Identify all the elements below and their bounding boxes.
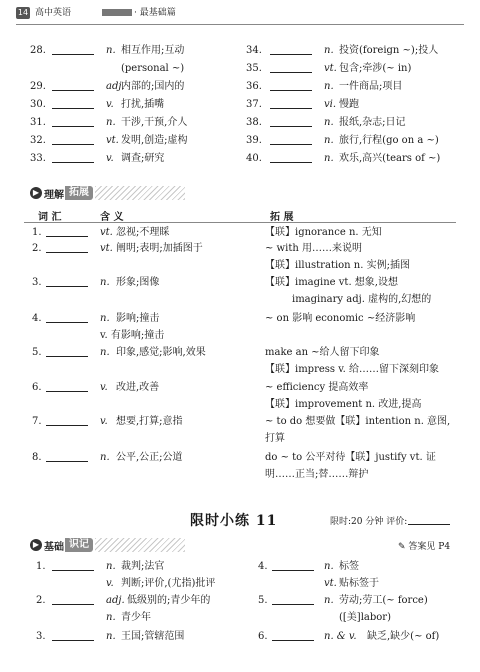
meaning-text: 欢乐,高兴(tears of ~) [339, 153, 441, 164]
item-number: 1. [36, 561, 46, 572]
extend-text: 【联】impress v. 给……留下深刻印象 [265, 364, 440, 375]
practice-title: 限时小练 11 [190, 513, 278, 529]
item-number: 1. [32, 227, 42, 238]
extend-text: ~ to do 想要做【联】intention n. 意图, [265, 416, 451, 427]
section-tab-label: 理解 [44, 189, 64, 201]
meaning-text: 调查;研究 [121, 153, 165, 164]
part-of-speech: n. [106, 117, 116, 128]
item-number: 7. [32, 416, 42, 427]
part-of-speech: n. [106, 45, 116, 56]
tab-decoration [95, 186, 185, 200]
meaning-text: 青少年 [121, 612, 151, 623]
answer-blank[interactable] [46, 236, 88, 237]
meaning-text: 公平,公正;公道 [116, 452, 183, 463]
answer-blank[interactable] [270, 126, 312, 127]
series-name: · 最基础篇 [134, 8, 176, 18]
answer-blank[interactable] [46, 356, 88, 357]
item-number: 36. [246, 81, 262, 92]
meaning-text: ([美]labor) [339, 612, 391, 623]
answer-blank[interactable] [272, 640, 314, 641]
item-number: 40. [246, 153, 262, 164]
part-of-speech: n. [324, 561, 334, 572]
item-number: 8. [32, 452, 42, 463]
part-of-speech: n. [100, 313, 110, 324]
item-number: 4. [32, 313, 42, 324]
answer-blank[interactable] [52, 640, 94, 641]
column-header-meaning: 含 义 [100, 212, 124, 223]
part-of-speech: vi. [324, 99, 337, 110]
page-number: 14 [17, 8, 29, 17]
item-number: 39. [246, 135, 262, 146]
extend-text: ~ on 影响 economic ~经济影响 [265, 313, 416, 324]
pencil-icon: ✎ [398, 542, 406, 552]
answer-blank[interactable] [270, 162, 312, 163]
item-number: 29. [30, 81, 46, 92]
extend-text: make an ~给人留下印象 [265, 347, 380, 358]
meaning-text: 影响;撞击 [116, 313, 160, 324]
meaning-text: 包含;牵涉(~ in) [339, 63, 412, 74]
meaning-text: v. 有影响;撞击 [100, 330, 165, 341]
meaning-text: 王国;管辖范围 [121, 631, 185, 642]
section-tab-understand-extend [30, 185, 185, 201]
evaluation-blank[interactable] [408, 524, 450, 525]
answer-blank[interactable] [270, 108, 312, 109]
part-of-speech: n. [106, 561, 116, 572]
part-of-speech: n. [324, 81, 334, 92]
answer-reference [398, 539, 450, 552]
answer-blank[interactable] [46, 322, 88, 323]
meaning-text: 干涉,干预,介人 [121, 117, 188, 128]
column-header-vocab: 词 汇 [38, 212, 62, 223]
arrow-icon: ▶ [30, 187, 42, 199]
answer-blank[interactable] [52, 108, 94, 109]
meaning-text: 贴标签于 [339, 578, 379, 589]
item-number: 4. [258, 561, 268, 572]
item-number: 3. [32, 277, 42, 288]
part-of-speech: v. [106, 578, 114, 589]
part-of-speech: vt. [106, 135, 119, 146]
part-of-speech: n. [106, 631, 116, 642]
extend-text: imaginary adj. 虚构的,幻想的 [292, 294, 432, 305]
answer-blank[interactable] [46, 252, 88, 253]
answer-blank[interactable] [46, 461, 88, 462]
part-of-speech: n. [100, 347, 110, 358]
meaning-text: (personal ~) [121, 63, 185, 74]
meaning-text: 裁判;法官 [121, 561, 165, 572]
answer-blank[interactable] [52, 144, 94, 145]
meaning-text: 标签 [339, 561, 359, 572]
item-number: 37. [246, 99, 262, 110]
meaning-text: 报纸,杂志;日记 [339, 117, 406, 128]
section-tab-label-light: 识记 [65, 538, 93, 552]
meaning-text: 判断;评价,(尤指)批评 [121, 578, 216, 589]
answer-blank[interactable] [270, 72, 312, 73]
answer-blank[interactable] [46, 286, 88, 287]
part-of-speech: vt. [100, 227, 113, 238]
table-header-divider [24, 222, 456, 223]
extend-text: ~ with 用……来说明 [265, 243, 362, 254]
extend-text: 打算 [265, 433, 285, 444]
item-number: 33. [30, 153, 46, 164]
meaning-text: 打扰,插嘴 [121, 99, 165, 110]
meaning-text: 改进,改善 [116, 382, 160, 393]
answer-blank[interactable] [52, 54, 94, 55]
item-number: 32. [30, 135, 46, 146]
section-tab-label-light: 拓展 [65, 186, 93, 200]
answer-blank[interactable] [272, 570, 314, 571]
meaning-text: 忽视;不理睬 [116, 227, 170, 238]
part-of-speech: n. [324, 153, 334, 164]
answer-blank[interactable] [270, 90, 312, 91]
item-number: 2. [32, 243, 42, 254]
meaning-text: 阐明;表明;加插图于 [116, 243, 203, 254]
part-of-speech: n. [324, 135, 334, 146]
arrow-icon: ▶ [30, 539, 42, 551]
item-number: 38. [246, 117, 262, 128]
practice-meta: 限时:20 分钟 评价: [330, 517, 408, 527]
meaning-text: 旅行,行程(go on a ~) [339, 135, 439, 146]
column-header-extend: 拓 展 [270, 212, 294, 223]
extend-text: 明……正当;替……辩护 [265, 469, 369, 480]
part-of-speech: n. [106, 612, 116, 623]
answer-blank[interactable] [52, 162, 94, 163]
section-tab-basic-memorize [30, 537, 185, 553]
meaning-text: 形象;图像 [116, 277, 160, 288]
item-number: 2. [36, 595, 46, 606]
answer-blank[interactable] [272, 604, 314, 605]
header-divider [16, 24, 464, 25]
answer-blank[interactable] [270, 144, 312, 145]
answer-blank[interactable] [52, 126, 94, 127]
part-of-speech: v. [106, 99, 114, 110]
item-number: 35. [246, 63, 262, 74]
meaning-text: 相互作用;互动 [121, 45, 185, 56]
item-number: 28. [30, 45, 46, 56]
part-of-speech: v. [100, 416, 108, 427]
item-number: 5. [32, 347, 42, 358]
answer-blank[interactable] [52, 570, 94, 571]
item-number: 3. [36, 631, 46, 642]
meaning-text: 慢跑 [339, 99, 359, 110]
part-of-speech: vt. [324, 578, 337, 589]
extend-text: ~ efficiency 提高效率 [265, 382, 369, 393]
extend-text: 【联】imagine vt. 想象,设想 [265, 277, 398, 288]
part-of-speech: v. [100, 382, 108, 393]
answer-blank[interactable] [52, 604, 94, 605]
meaning-text: 发明,创造;虚构 [121, 135, 188, 146]
part-of-speech: n. & v. [324, 631, 357, 642]
part-of-speech: adj. [106, 81, 125, 92]
item-number: 30. [30, 99, 46, 110]
part-of-speech: v. [106, 153, 114, 164]
part-of-speech: adj. [106, 595, 125, 606]
answer-reference-text: 答案见 P4 [408, 542, 451, 552]
meaning-text: 投资(foreign ~);投人 [339, 45, 439, 56]
item-number: 31. [30, 117, 46, 128]
tab-decoration [95, 538, 185, 552]
extend-text: 【联】illustration n. 实例;插图 [265, 260, 410, 271]
meaning-text: 内部的;国内的 [121, 81, 185, 92]
part-of-speech: vt. [324, 63, 337, 74]
meaning-text: 低级别的;青少年的 [127, 595, 211, 606]
part-of-speech: n. [324, 45, 334, 56]
section-tab-label: 基础 [44, 541, 64, 553]
meaning-text: 劳动;劳工(~ force) [339, 595, 428, 606]
extend-text: 【联】ignorance n. 无知 [265, 227, 382, 238]
item-number: 5. [258, 595, 268, 606]
meaning-text: 印象,感觉;影响,效果 [116, 347, 206, 358]
series-logo [102, 8, 132, 17]
item-number: 6. [32, 382, 42, 393]
part-of-speech: n. [100, 452, 110, 463]
answer-blank[interactable] [46, 425, 88, 426]
part-of-speech: n. [100, 277, 110, 288]
book-title: 高中英语 [35, 8, 72, 18]
extend-text: 【联】improvement n. 改进,提高 [265, 399, 422, 410]
meaning-text: 一件商品;项目 [339, 81, 403, 92]
meaning-text: 想要,打算;意指 [116, 416, 183, 427]
part-of-speech: vt. [100, 243, 113, 254]
extend-text: do ~ to 公平对待【联】justify vt. 证 [265, 452, 436, 463]
part-of-speech: n. [324, 117, 334, 128]
answer-blank[interactable] [52, 90, 94, 91]
item-number: 6. [258, 631, 268, 642]
meaning-text: 缺乏,缺少(~ of) [367, 631, 440, 642]
part-of-speech: n. [324, 595, 334, 606]
answer-blank[interactable] [270, 54, 312, 55]
item-number: 34. [246, 45, 262, 56]
answer-blank[interactable] [46, 391, 88, 392]
